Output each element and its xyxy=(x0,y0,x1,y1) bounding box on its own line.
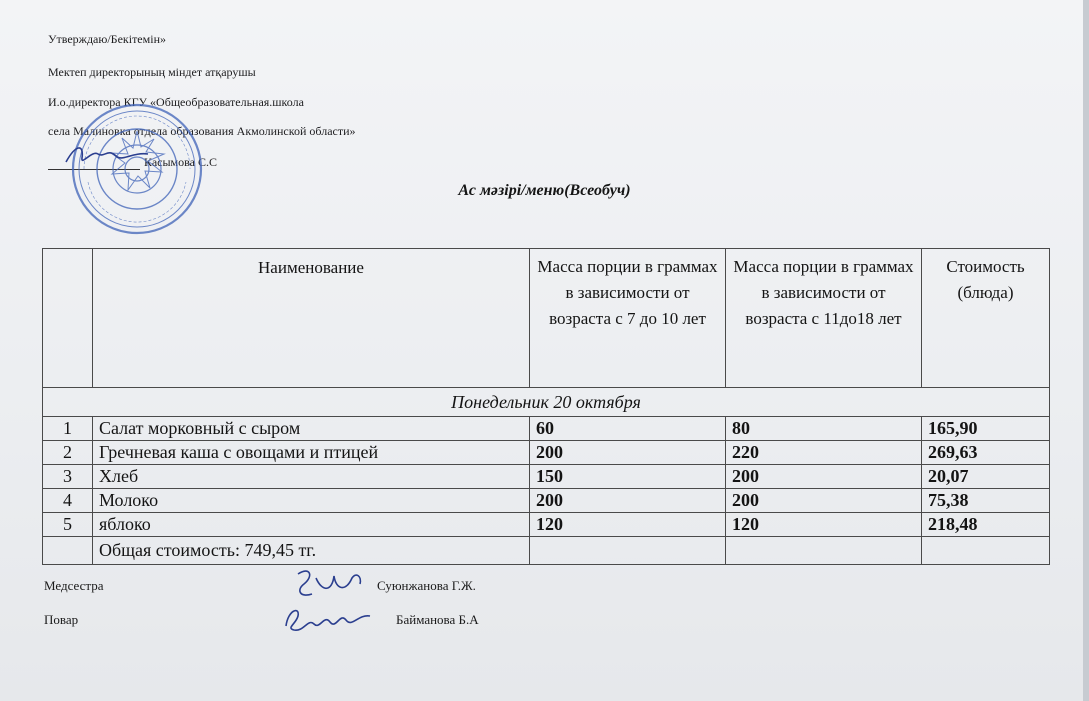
total-empty-cell xyxy=(726,537,922,565)
mass-7-10: 60 xyxy=(530,417,726,441)
row-number: 1 xyxy=(43,417,93,441)
cook-role: Повар xyxy=(44,612,79,627)
total-empty-cell xyxy=(922,537,1050,565)
handwritten-signature-icon xyxy=(62,140,152,170)
handwritten-signature-icon xyxy=(288,566,366,604)
approval-line: Утверждаю/Бекітемін» xyxy=(48,32,166,46)
director-role-kz: Мектеп директорының міндет атқарушы xyxy=(48,65,256,79)
mass-7-10: 150 xyxy=(530,465,726,489)
row-number: 3 xyxy=(43,465,93,489)
dish-cost: 20,07 xyxy=(922,465,1050,489)
nurse-role: Медсестра xyxy=(44,578,104,593)
total-row xyxy=(43,537,1050,565)
dish-name: Молоко xyxy=(93,489,530,513)
column-header-mass-7-10: Масса порции в граммах в зависимости от возраста с 7 до 10 лет xyxy=(530,249,726,388)
table-row xyxy=(43,441,1050,465)
dish-cost: 218,48 xyxy=(922,513,1050,537)
mass-7-10: 200 xyxy=(530,489,726,513)
dish-cost: 269,63 xyxy=(922,441,1050,465)
table-row xyxy=(43,465,1050,489)
menu-table xyxy=(42,248,1050,565)
mass-11-18: 120 xyxy=(726,513,922,537)
director-name: Касымова С.С xyxy=(144,155,217,169)
total-empty-cell xyxy=(530,537,726,565)
table-row xyxy=(43,513,1050,537)
nurse-name: Суюнжанова Г.Ж. xyxy=(377,578,476,593)
table-row xyxy=(43,489,1050,513)
dish-cost: 75,38 xyxy=(922,489,1050,513)
dish-name: яблоко xyxy=(93,513,530,537)
mass-7-10: 120 xyxy=(530,513,726,537)
mass-11-18: 200 xyxy=(726,465,922,489)
total-cost: Общая стоимость: 749,45 тг. xyxy=(93,537,530,565)
column-header-number xyxy=(43,249,93,388)
table-row xyxy=(43,417,1050,441)
dish-name: Гречневая каша с овощами и птицей xyxy=(93,441,530,465)
mass-11-18: 220 xyxy=(726,441,922,465)
column-header-cost: Стоимость (блюда) xyxy=(922,249,1050,388)
day-label: Понедельник 20 октября xyxy=(43,388,1050,417)
day-row xyxy=(43,388,1050,417)
paper-edge xyxy=(1083,0,1089,701)
row-number: 4 xyxy=(43,489,93,513)
dish-name: Салат морковный с сыром xyxy=(93,417,530,441)
dish-cost: 165,90 xyxy=(922,417,1050,441)
column-header-name: Наименование xyxy=(93,249,530,388)
dish-name: Хлеб xyxy=(93,465,530,489)
organization-line: села Малиновка отдела образования Акмолинской области» xyxy=(48,124,356,138)
mass-11-18: 200 xyxy=(726,489,922,513)
column-header-mass-11-18: Масса порции в граммах в зависимости от возраста с 11до18 лет xyxy=(726,249,922,388)
mass-7-10: 200 xyxy=(530,441,726,465)
mass-11-18: 80 xyxy=(726,417,922,441)
total-empty-cell xyxy=(43,537,93,565)
cook-name: Байманова Б.А xyxy=(396,612,479,627)
table-header-row xyxy=(43,249,1050,388)
director-role-ru: И.о.директора КГУ «Общеобразовательная.школа xyxy=(48,95,304,109)
row-number: 5 xyxy=(43,513,93,537)
document-title: Ас мәзірі/меню(Всеобуч) xyxy=(458,182,631,199)
row-number: 2 xyxy=(43,441,93,465)
handwritten-signature-icon xyxy=(280,600,376,638)
